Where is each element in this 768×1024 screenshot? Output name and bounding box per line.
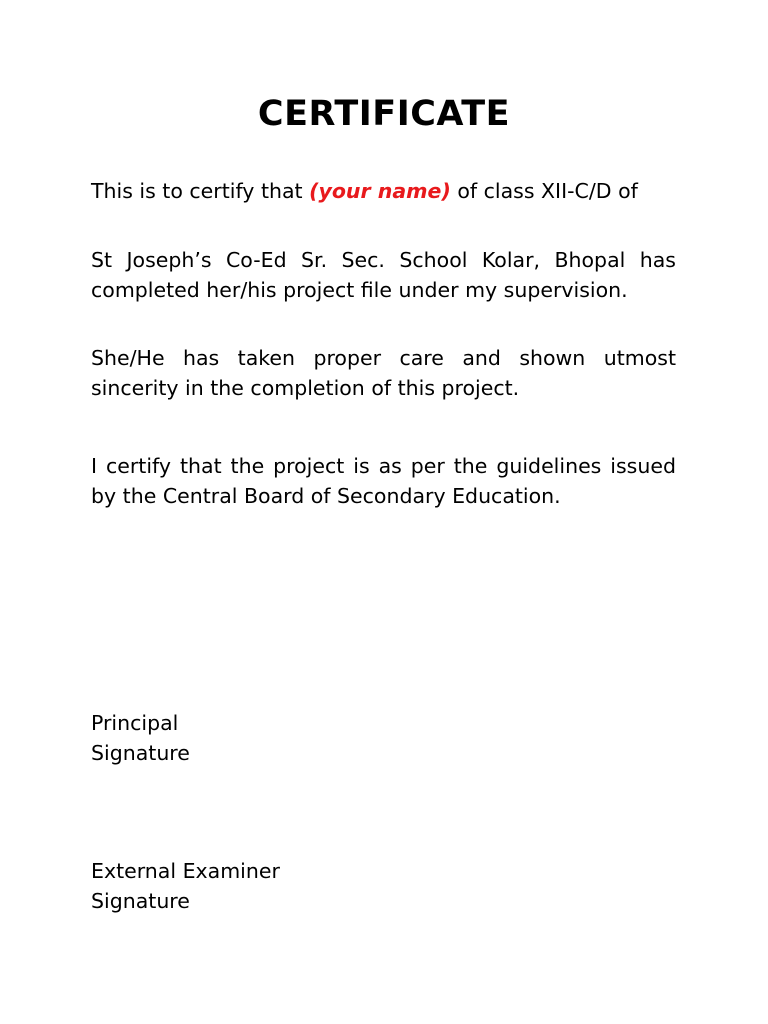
guidelines-paragraph: I certify that the project is as per the guidelines issued by the Central Board of Secondary Education. bbox=[91, 454, 676, 508]
principal-label: Principal bbox=[91, 711, 179, 735]
certify-intro-text: This is to certify that bbox=[91, 179, 310, 203]
student-name-placeholder: (your name) bbox=[309, 179, 451, 203]
school-paragraph: St Joseph’s Co-Ed Sr. Sec. School Kolar, Bhopal has completed her/his project file under my supervision. bbox=[91, 248, 676, 302]
examiner-signature-label: Signature bbox=[91, 889, 190, 913]
principal-signature-block bbox=[91, 708, 190, 768]
class-text: of class XII-C/D of bbox=[450, 179, 638, 203]
principal-signature-label: Signature bbox=[91, 741, 190, 765]
certificate-title: CERTIFICATE bbox=[257, 94, 511, 134]
care-paragraph: She/He has taken proper care and shown utmost sincerity in the completion of this project. bbox=[91, 346, 676, 400]
examiner-signature-block bbox=[91, 856, 280, 916]
examiner-label: External Examiner bbox=[91, 859, 280, 883]
certify-paragraph bbox=[91, 177, 676, 207]
